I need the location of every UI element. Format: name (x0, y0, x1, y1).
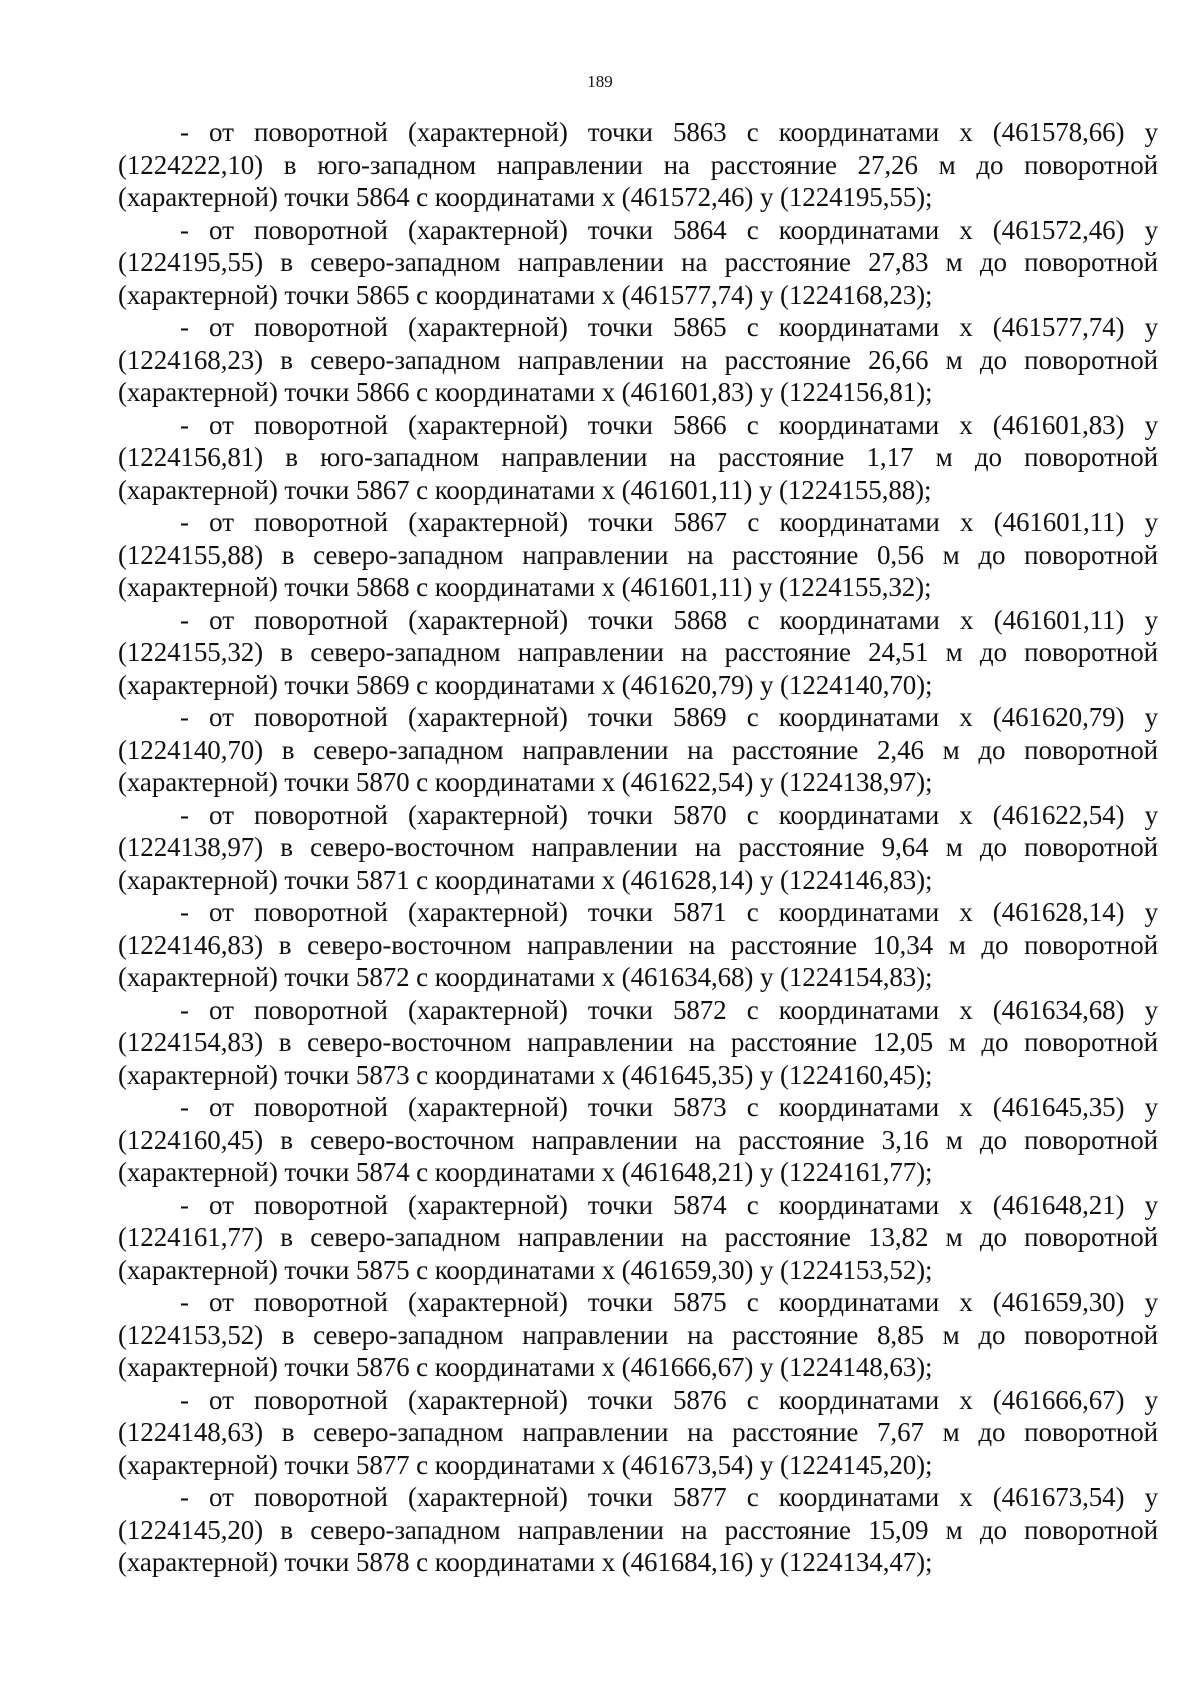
boundary-point-paragraph-5876: - от поворотной (характерной) точки 5876 с координатами x (461666,67) y (1224148,63) в северо-западном направлении на расстояние 7,67 м до поворотной (характерной) точки 5877 с координатами x (461673,54) y (1224145,20); (118, 1384, 1158, 1480)
boundary-point-paragraph-5865: - от поворотной (характерной) точки 5865 с координатами x (461577,74) y (1224168,23) в северо-западном направлении на расстояние 26,66 м до поворотной (характерной) точки 5866 с координатами x (461601,83) y (1224156,81); (118, 312, 1158, 407)
boundary-point-paragraph-5870: - от поворотной (характерной) точки 5870 с координатами x (461622,54) y (1224138,97) в северо-восточном направлении на расстояние 9,64 м до поворотной (характерной) точки 5871 с координатами x (461628,14) y (1224146,83); (118, 799, 1158, 895)
boundary-point-paragraph-5864: - от поворотной (характерной) точки 5864 с координатами x (461572,46) y (1224195,55) в северо-западном направлении на расстояние 27,83 м до поворотной (характерной) точки 5865 с координатами x (461577,74) y (1224168,23); (118, 214, 1158, 310)
boundary-point-paragraph-5866: - от поворотной (характерной) точки 5866 с координатами x (461601,83) y (1224156,81) в юго-западном направлении на расстояние 1,17 м до поворотной (характерной) точки 5867 с координатами x (461601,11) y (1224155,88); (118, 409, 1158, 505)
boundary-point-paragraph-5868: - от поворотной (характерной) точки 5868 с координатами x (461601,11) y (1224155,32) в северо-западном направлении на расстояние 24,51 м до поворотной (характерной) точки 5869 с координатами x (461620,79) y (1224140,70); (118, 604, 1158, 700)
boundary-point-paragraph-5875: - от поворотной (характерной) точки 5875 с координатами x (461659,30) y (1224153,52) в северо-западном направлении на расстояние 8,85 м до поворотной (характерной) точки 5876 с координатами x (461666,67) y (1224148,63); (118, 1287, 1158, 1382)
boundary-point-paragraph-5871: - от поворотной (характерной) точки 5871 с координатами x (461628,14) y (1224146,83) в северо-восточном направлении на расстояние 10,34 м до поворотной (характерной) точки 5872 с координатами x (461634,68) y (1224154,83); (118, 897, 1158, 992)
boundary-point-paragraph-5873: - от поворотной (характерной) точки 5873 с координатами x (461645,35) y (1224160,45) в северо-восточном направлении на расстояние 3,16 м до поворотной (характерной) точки 5874 с координатами x (461648,21) y (1224161,77); (118, 1092, 1158, 1187)
boundary-point-paragraph-5872: - от поворотной (характерной) точки 5872 с координатами x (461634,68) y (1224154,83) в северо-восточном направлении на расстояние 12,05 м до поворотной (характерной) точки 5873 с координатами x (461645,35) y (1224160,45); (118, 994, 1158, 1090)
boundary-point-paragraph-5869: - от поворотной (характерной) точки 5869 с координатами x (461620,79) y (1224140,70) в северо-западном направлении на расстояние 2,46 м до поворотной (характерной) точки 5870 с координатами x (461622,54) y (1224138,97); (118, 702, 1158, 797)
boundary-point-paragraph-5867: - от поворотной (характерной) точки 5867 с координатами x (461601,11) y (1224155,88) в северо-западном направлении на расстояние 0,56 м до поворотной (характерной) точки 5868 с координатами x (461601,11) y (1224155,32); (118, 507, 1158, 602)
boundary-point-paragraph-5877: - от поворотной (характерной) точки 5877 с координатами x (461673,54) y (1224145,20) в северо-западном направлении на расстояние 15,09 м до поворотной (характерной) точки 5878 с координатами x (461684,16) y (1224134,47); (118, 1482, 1158, 1577)
boundary-point-paragraph-5874: - от поворотной (характерной) точки 5874 с координатами x (461648,21) y (1224161,77) в северо-западном направлении на расстояние 13,82 м до поворотной (характерной) точки 5875 с координатами x (461659,30) y (1224153,52); (118, 1189, 1158, 1285)
boundary-point-paragraph-5863: - от поворотной (характерной) точки 5863 с координатами x (461578,66) y (1224222,10) в юго-западном направлении на расстояние 27,26 м до поворотной (характерной) точки 5864 с координатами x (461572,46) y (1224195,55); (118, 117, 1158, 212)
page-number: 189 (587, 72, 613, 91)
document-body (118, 116, 1158, 1579)
